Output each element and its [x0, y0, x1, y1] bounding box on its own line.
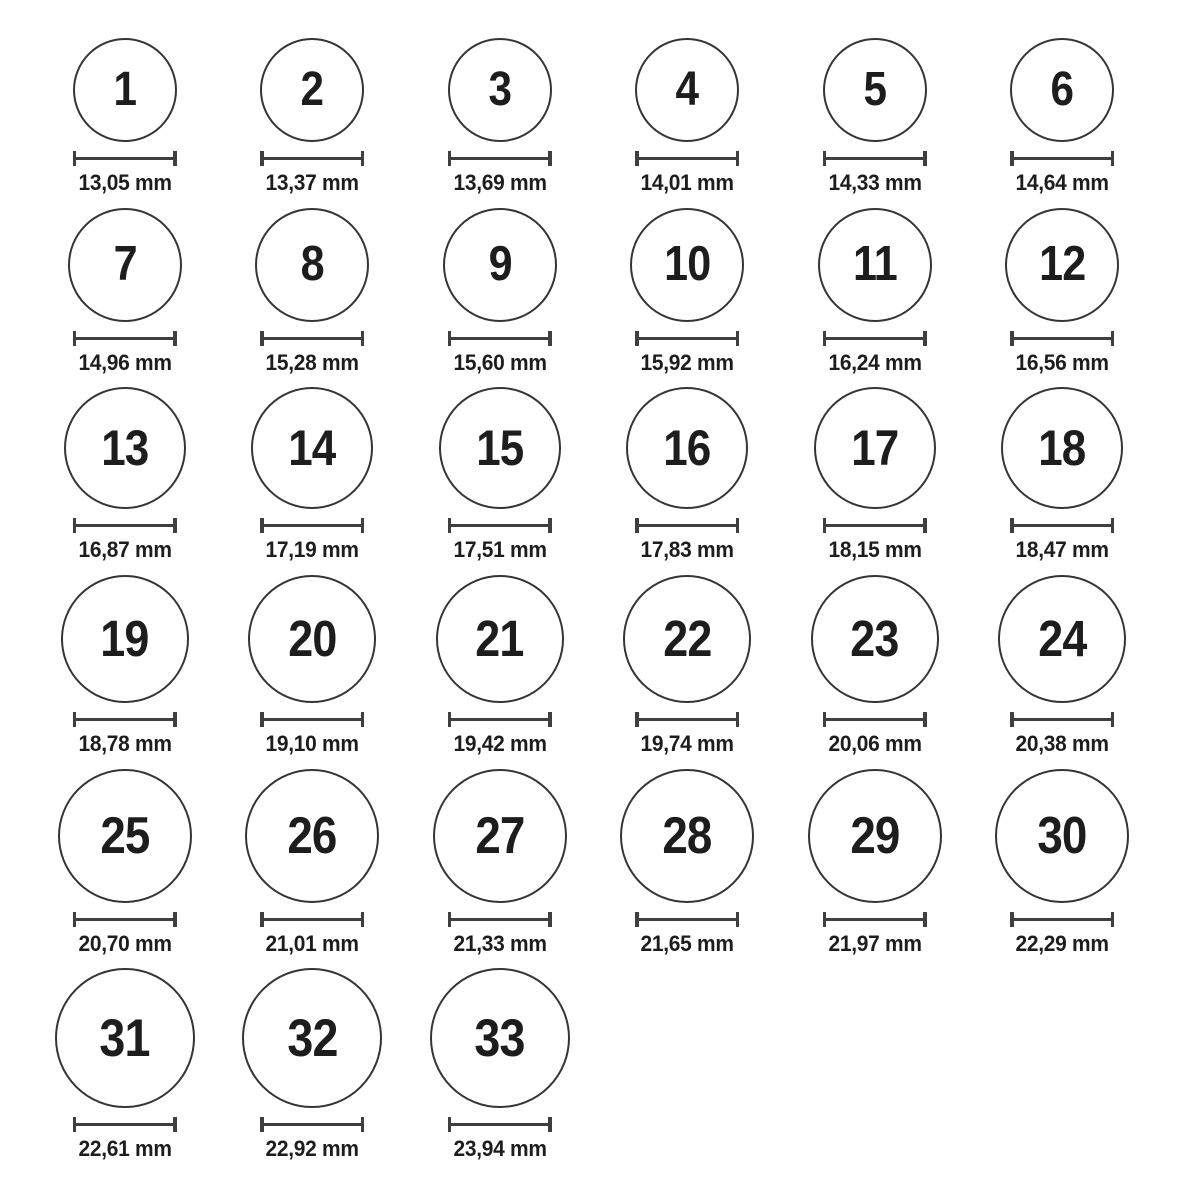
diameter-measure-line — [73, 912, 177, 927]
ring-circle — [245, 769, 379, 903]
measure-tick-right-icon — [361, 151, 365, 166]
ring-circle — [248, 575, 376, 703]
measure-tick-right-icon — [736, 518, 740, 533]
ring-circle — [808, 769, 942, 903]
diameter-measure-line — [73, 151, 177, 166]
measure-tick-right-icon — [548, 518, 552, 533]
measure-tick-right-icon — [736, 151, 740, 166]
ring-size-row — [31, 38, 1200, 195]
measure-bar — [75, 718, 175, 721]
ring-size-cell — [406, 208, 594, 375]
diameter-label: 14,64 mm — [1015, 170, 1109, 195]
measure-tick-right-icon — [173, 151, 177, 166]
ring-size-number: 20 — [288, 610, 337, 668]
ring-size-cell — [781, 208, 969, 375]
diameter-measure-line — [635, 151, 739, 166]
measure-bar — [637, 524, 737, 527]
diameter-label: 14,01 mm — [640, 170, 734, 195]
measure-tick-right-icon — [173, 912, 177, 927]
ring-size-number: 13 — [101, 420, 149, 477]
ring-size-cell — [594, 38, 782, 195]
ring-size-cell — [219, 575, 407, 756]
ring-size-cell — [219, 968, 407, 1161]
ring-circle — [814, 387, 936, 509]
measure-bar — [450, 718, 550, 721]
ring-size-row — [31, 968, 1200, 1161]
ring-circle — [823, 38, 927, 142]
diameter-label: 20,38 mm — [1015, 730, 1109, 756]
diameter-measure-line — [73, 1117, 177, 1132]
measure-tick-right-icon — [173, 1117, 177, 1132]
measure-bar — [825, 918, 925, 921]
diameter-label: 13,05 mm — [78, 170, 172, 195]
ring-circle — [439, 387, 561, 509]
diameter-measure-line — [823, 912, 927, 927]
ring-size-cell — [31, 387, 219, 562]
diameter-label: 14,96 mm — [78, 349, 172, 375]
measure-tick-right-icon — [923, 331, 927, 346]
ring-size-number: 28 — [662, 806, 712, 865]
diameter-measure-line — [1010, 712, 1114, 727]
ring-circle — [995, 769, 1129, 903]
ring-size-number: 17 — [851, 420, 899, 477]
measure-tick-right-icon — [1111, 912, 1115, 927]
ring-size-cell — [969, 575, 1157, 756]
ring-size-cell — [969, 769, 1157, 956]
diameter-measure-line — [260, 331, 364, 346]
measure-bar — [262, 718, 362, 721]
measure-bar — [1012, 337, 1112, 340]
diameter-label: 13,69 mm — [453, 170, 547, 195]
ring-size-cell — [406, 387, 594, 562]
diameter-measure-line — [1010, 331, 1114, 346]
measure-bar — [825, 337, 925, 340]
ring-size-number: 15 — [476, 420, 524, 477]
diameter-label: 18,78 mm — [78, 730, 172, 756]
ring-size-cell — [594, 387, 782, 562]
diameter-measure-line — [823, 712, 927, 727]
ring-size-cell — [406, 769, 594, 956]
diameter-measure-line — [260, 912, 364, 927]
ring-size-cell — [31, 968, 219, 1161]
ring-circle — [1010, 38, 1114, 142]
ring-size-number: 6 — [1050, 63, 1074, 116]
ring-circle — [1005, 208, 1119, 322]
ring-circle — [260, 38, 364, 142]
ring-size-cell — [969, 38, 1157, 195]
ring-size-number: 19 — [100, 610, 149, 668]
measure-bar — [450, 337, 550, 340]
diameter-measure-line — [260, 518, 364, 533]
diameter-label: 21,01 mm — [265, 930, 359, 956]
diameter-measure-line — [73, 331, 177, 346]
ring-circle — [1001, 387, 1123, 509]
ring-size-number: 29 — [850, 806, 900, 865]
measure-bar — [1012, 524, 1112, 527]
ring-size-cell — [406, 968, 594, 1161]
diameter-label: 22,61 mm — [78, 1136, 172, 1162]
diameter-label: 16,56 mm — [1015, 349, 1109, 375]
measure-bar — [75, 918, 175, 921]
measure-tick-right-icon — [923, 912, 927, 927]
ring-size-cell — [219, 208, 407, 375]
measure-bar — [1012, 918, 1112, 921]
ring-size-cell — [406, 38, 594, 195]
measure-bar — [262, 524, 362, 527]
ring-size-number: 16 — [663, 420, 711, 477]
ring-size-number: 30 — [1037, 806, 1087, 865]
ring-size-cell — [781, 38, 969, 195]
measure-tick-right-icon — [173, 518, 177, 533]
ring-size-number: 1 — [113, 63, 137, 116]
diameter-measure-line — [260, 712, 364, 727]
ring-size-row — [31, 208, 1200, 375]
measure-bar — [637, 718, 737, 721]
ring-size-number: 12 — [1039, 237, 1086, 292]
ring-size-cell — [594, 575, 782, 756]
diameter-label: 21,97 mm — [828, 930, 922, 956]
ring-size-cell — [219, 387, 407, 562]
ring-circle — [55, 968, 195, 1108]
ring-size-cell — [219, 38, 407, 195]
diameter-measure-line — [448, 712, 552, 727]
diameter-measure-line — [823, 151, 927, 166]
ring-size-number: 2 — [300, 63, 324, 116]
ring-size-cell — [969, 208, 1157, 375]
diameter-measure-line — [260, 1117, 364, 1132]
ring-circle — [623, 575, 751, 703]
ring-size-number: 21 — [475, 610, 524, 668]
ring-circle — [433, 769, 567, 903]
diameter-label: 16,24 mm — [828, 349, 922, 375]
measure-tick-right-icon — [548, 912, 552, 927]
ring-circle — [998, 575, 1126, 703]
ring-size-number: 31 — [99, 1008, 150, 1068]
measure-tick-right-icon — [1111, 518, 1115, 533]
measure-tick-right-icon — [1111, 151, 1115, 166]
measure-bar — [1012, 718, 1112, 721]
diameter-label: 20,70 mm — [78, 930, 172, 956]
ring-size-number: 9 — [488, 237, 512, 292]
ring-circle — [430, 968, 570, 1108]
measure-bar — [825, 524, 925, 527]
measure-tick-right-icon — [361, 1117, 365, 1132]
ring-size-number: 10 — [664, 237, 711, 292]
ring-size-number: 3 — [488, 63, 512, 116]
ring-size-number: 22 — [663, 610, 712, 668]
ring-size-cell — [31, 208, 219, 375]
diameter-measure-line — [448, 1117, 552, 1132]
diameter-label: 18,15 mm — [828, 537, 922, 563]
diameter-measure-line — [448, 331, 552, 346]
ring-circle — [443, 208, 557, 322]
ring-circle — [255, 208, 369, 322]
diameter-measure-line — [635, 912, 739, 927]
ring-circle — [626, 387, 748, 509]
diameter-label: 15,60 mm — [453, 349, 547, 375]
ring-size-number: 5 — [863, 63, 887, 116]
measure-bar — [450, 1123, 550, 1126]
ring-size-number: 18 — [1038, 420, 1086, 477]
ring-circle — [635, 38, 739, 142]
ring-size-cell — [31, 575, 219, 756]
diameter-label: 16,87 mm — [78, 537, 172, 563]
diameter-label: 17,19 mm — [265, 537, 359, 563]
diameter-measure-line — [448, 912, 552, 927]
ring-size-number: 4 — [675, 63, 699, 116]
ring-size-cell — [594, 769, 782, 956]
ring-size-number: 7 — [113, 237, 137, 292]
ring-size-number: 11 — [852, 237, 897, 292]
ring-size-cell — [969, 387, 1157, 562]
measure-bar — [637, 157, 737, 160]
ring-size-cell — [781, 387, 969, 562]
ring-circle — [620, 769, 754, 903]
diameter-measure-line — [73, 518, 177, 533]
measure-bar — [1012, 157, 1112, 160]
measure-bar — [262, 918, 362, 921]
measure-tick-right-icon — [1111, 331, 1115, 346]
measure-tick-right-icon — [736, 712, 740, 727]
ring-size-cell — [406, 575, 594, 756]
diameter-label: 13,37 mm — [265, 170, 359, 195]
diameter-label: 17,83 mm — [640, 537, 734, 563]
measure-bar — [75, 1123, 175, 1126]
ring-size-cell — [781, 769, 969, 956]
ring-circle — [630, 208, 744, 322]
measure-tick-right-icon — [1111, 712, 1115, 727]
ring-size-number: 26 — [287, 806, 337, 865]
ring-circle — [436, 575, 564, 703]
ring-circle — [61, 575, 189, 703]
measure-tick-right-icon — [548, 1117, 552, 1132]
ring-circle — [811, 575, 939, 703]
diameter-label: 22,92 mm — [265, 1136, 359, 1162]
diameter-label: 15,92 mm — [640, 349, 734, 375]
ring-size-cell — [781, 575, 969, 756]
ring-size-number: 25 — [100, 806, 150, 865]
measure-tick-right-icon — [923, 151, 927, 166]
measure-tick-right-icon — [736, 912, 740, 927]
diameter-label: 18,47 mm — [1015, 537, 1109, 563]
measure-bar — [262, 157, 362, 160]
ring-size-number: 8 — [300, 237, 324, 292]
ring-circle — [448, 38, 552, 142]
ring-size-cell — [219, 769, 407, 956]
measure-tick-right-icon — [173, 331, 177, 346]
measure-tick-right-icon — [361, 912, 365, 927]
ring-circle — [68, 208, 182, 322]
measure-bar — [75, 157, 175, 160]
measure-tick-right-icon — [736, 331, 740, 346]
diameter-measure-line — [1010, 518, 1114, 533]
diameter-measure-line — [260, 151, 364, 166]
measure-bar — [450, 157, 550, 160]
diameter-measure-line — [823, 331, 927, 346]
diameter-measure-line — [635, 712, 739, 727]
ring-size-cell — [594, 208, 782, 375]
measure-bar — [450, 524, 550, 527]
diameter-label: 19,42 mm — [453, 730, 547, 756]
diameter-label: 20,06 mm — [828, 730, 922, 756]
measure-bar — [262, 337, 362, 340]
diameter-label: 17,51 mm — [453, 537, 547, 563]
ring-circle — [64, 387, 186, 509]
ring-circle — [242, 968, 382, 1108]
diameter-label: 23,94 mm — [453, 1136, 547, 1162]
ring-circle — [251, 387, 373, 509]
diameter-label: 21,65 mm — [640, 930, 734, 956]
diameter-label: 21,33 mm — [453, 930, 547, 956]
measure-tick-right-icon — [923, 712, 927, 727]
measure-tick-right-icon — [548, 331, 552, 346]
ring-size-number: 33 — [474, 1008, 525, 1068]
ring-circle — [818, 208, 932, 322]
diameter-label: 19,74 mm — [640, 730, 734, 756]
ring-size-number: 24 — [1038, 610, 1087, 668]
measure-tick-right-icon — [548, 712, 552, 727]
measure-bar — [637, 918, 737, 921]
diameter-measure-line — [448, 518, 552, 533]
diameter-measure-line — [635, 518, 739, 533]
measure-tick-right-icon — [173, 712, 177, 727]
diameter-measure-line — [73, 712, 177, 727]
ring-size-row — [31, 575, 1200, 756]
ring-size-number: 23 — [850, 610, 899, 668]
diameter-label: 22,29 mm — [1015, 930, 1109, 956]
diameter-measure-line — [1010, 151, 1114, 166]
ring-circle — [58, 769, 192, 903]
ring-size-cell — [31, 38, 219, 195]
measure-bar — [450, 918, 550, 921]
diameter-label: 19,10 mm — [265, 730, 359, 756]
measure-bar — [825, 718, 925, 721]
measure-bar — [262, 1123, 362, 1126]
ring-size-number: 27 — [475, 806, 525, 865]
ring-size-number: 32 — [287, 1008, 338, 1068]
ring-size-number: 14 — [288, 420, 336, 477]
diameter-measure-line — [448, 151, 552, 166]
ring-size-row — [31, 387, 1200, 562]
measure-bar — [75, 524, 175, 527]
ring-size-row — [31, 769, 1200, 956]
measure-bar — [825, 157, 925, 160]
ring-size-cell — [31, 769, 219, 956]
measure-tick-right-icon — [548, 151, 552, 166]
diameter-measure-line — [635, 331, 739, 346]
measure-tick-right-icon — [361, 518, 365, 533]
measure-tick-right-icon — [361, 331, 365, 346]
diameter-label: 15,28 mm — [265, 349, 359, 375]
diameter-label: 14,33 mm — [828, 170, 922, 195]
measure-bar — [75, 337, 175, 340]
measure-tick-right-icon — [361, 712, 365, 727]
measure-tick-right-icon — [923, 518, 927, 533]
ring-circle — [73, 38, 177, 142]
diameter-measure-line — [823, 518, 927, 533]
ring-size-grid — [31, 38, 1200, 1174]
diameter-measure-line — [1010, 912, 1114, 927]
measure-bar — [637, 337, 737, 340]
